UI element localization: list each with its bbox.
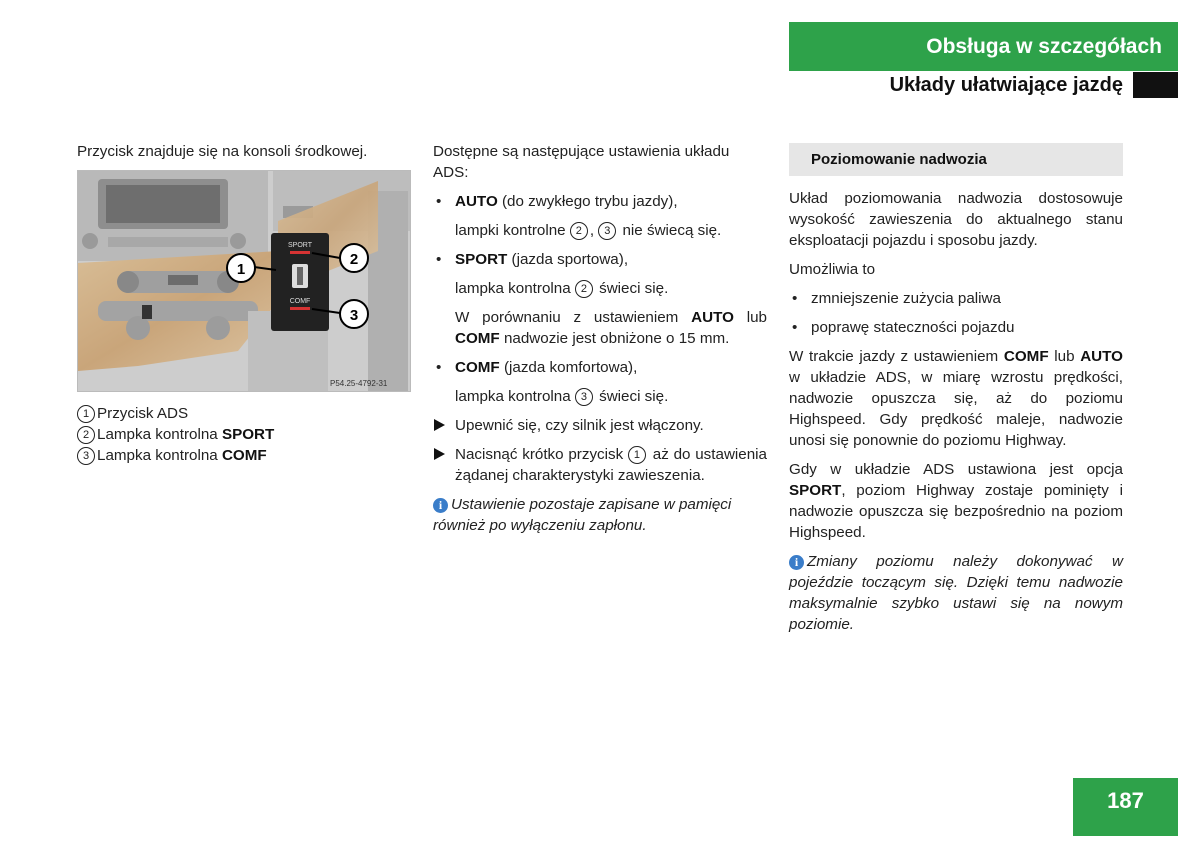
legend-item: 3 Lampka kontrolna COMF [77,445,411,466]
console-photo [77,170,411,392]
callout-2 [340,244,368,272]
settings-intro: Dostępne są następujące ustawienia układu ADS: [433,143,730,181]
callout-1 [227,254,255,282]
legend-item: 2 Lampka kontrolna SPORT [77,424,411,445]
chapter-tab-marker [1133,72,1178,98]
section-title: Obsługa w szczegółach [926,35,1162,58]
photo-code: P54.25-4792-31 [330,379,388,388]
subsection-title: Układy ułatwiające jazdę [889,74,1123,96]
legend-item: 1 Przycisk ADS [77,403,411,424]
list-item: • zmniejszenie zużycia paliwa [789,288,1123,309]
column-right [789,141,1123,643]
paragraph: Układ poziomowania nadwozia dostosowuje wysokość zawieszenia do aktualnego stanu eksploatacji pojazdu i sposobu jazdy. [789,190,1123,249]
number-circle: 3 [77,447,95,465]
sport-comparison-text: W porównaniu z ustawieniem AUTO lub COMF nadwozie jest obniżone o 15 mm. [455,309,767,347]
info-icon: i [433,498,448,513]
comf-lamp-text: lampka kontrolna 3 świeci się. [455,388,669,405]
paragraph: Gdy w układzie ADS ustawiona jest opcja SPORT, poziom Highway zostaje pominięty i nadwozie opuszcza się bezpośrednio na poziom Highspeed. [789,461,1123,541]
arrow-icon [434,448,445,460]
sport-lamp-text: lampka kontrolna 2 świeci się. [455,280,669,297]
arrow-icon [434,419,445,431]
panel-sport-label: SPORT [288,242,312,249]
callout-3 [340,300,368,328]
instruction-step: Upewnić się, czy silnik jest włączony. [433,415,767,436]
intro-text: Przycisk znajduje się na konsoli środkowej. [77,143,368,160]
list-item-comf: • COMF (jazda komfortowa), [433,357,767,378]
number-circle: 2 [77,426,95,444]
auto-lamp-text: lampki kontrolne 2 , 3 nie świecą się. [455,222,722,239]
info-icon: i [789,555,804,570]
column-left [77,141,411,466]
list-item-sport: • SPORT (jazda sportowa), [433,249,767,270]
instruction-step: Nacisnąć krótko przycisk 1 aż do ustawienia żądanej charakterystyki zawieszenia. [433,444,767,486]
sport-lamp [290,251,310,254]
subsection-box: Poziomowanie nadwozia [789,143,1123,176]
panel-comf-label: COMF [289,298,311,305]
svg-text:2: 2 [349,251,359,268]
info-note: i Zmiany poziomu należy dokonywać w pojeździe toczącym się. Dzięki temu nadwozie maksymalnie szybko ustawi się na nowym poziomie. [789,553,1123,633]
paragraph: Umożliwia to [789,261,876,278]
info-note: i Ustawienie pozostaje zapisane w pamięci również po wyłączeniu zapłonu. [433,496,732,534]
section-header [789,22,1178,71]
number-circle: 1 [77,405,95,423]
svg-text:1: 1 [236,261,246,278]
list-item-auto: • AUTO (do zwykłego trybu jazdy), [433,191,767,212]
svg-text:3: 3 [349,307,359,324]
comf-lamp [290,307,310,310]
paragraph: W trakcie jazdy z ustawieniem COMF lub AUTO w układzie ADS, w miarę wzrostu prędkości, nadwozie opuszcza się, aż do poziomu Highspeed. Gdy prędkość maleje, nadwozie unosi się ponownie do poziomu Highway. [789,348,1123,449]
page-number: 187 [1073,778,1178,836]
console-illustration [78,171,411,392]
list-item: • poprawę stateczności pojazdu [789,317,1123,338]
column-middle [433,141,767,544]
